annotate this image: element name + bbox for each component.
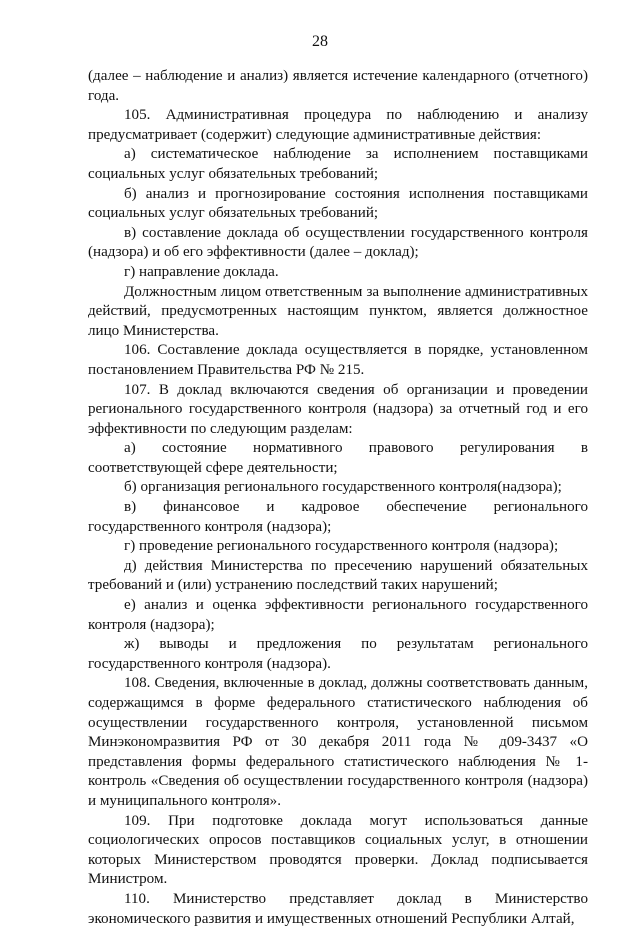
list-item-107-d: д) действия Министерства по пресечению нарушений обязательных требований и (или) устранению последствий таких нарушений;	[88, 557, 588, 594]
page-number: 28	[312, 33, 328, 50]
paragraph-responsible: Должностным лицом ответственным за выполнение административных действий, предусмотренных настоящим пунктом, является должностное лицо Министерства.	[88, 283, 588, 339]
paragraph-110: 110. Министерство представляет доклад в Министерство экономического развития и имущественных отношений Республики Алтай,	[88, 890, 588, 927]
list-item-107-zh: ж) выводы и предложения по результатам регионального государственного контроля (надзора).	[88, 636, 588, 672]
list-item-107-e: е) анализ и оценка эффективности регионального государственного контроля (надзора);	[88, 597, 588, 633]
list-item-107-b: б) организация регионального государственного контроля(надзора);	[124, 479, 562, 496]
paragraph-108: 108. Сведения, включенные в доклад, должны соответствовать данным, содержащимся в форме федерального статистического наблюдения об осуществлении государственного контроля, установленной письмом Минэкономразвития РФ от 30 декабря 2011 года № д09-3437 «О представления формы федерального статистического наблюдения № 1-контроль «Сведения об осуществлении государственного контроля (надзора) и муниципального контроля».	[88, 675, 588, 809]
paragraph-106: 106. Составление доклада осуществляется в порядке, установленном постановлением Правительства РФ № 215.	[88, 342, 588, 378]
paragraph-107: 107. В доклад включаются сведения об организации и проведении регионального государственного контроля (надзора) за отчетный год и его эффективности по следующим разделам:	[88, 381, 588, 437]
paragraph-continuation: (далее – наблюдение и анализ) является истечение календарного (отчетного) года.	[88, 68, 588, 104]
paragraph-105: 105. Административная процедура по наблюдению и анализу предусматривает (содержит) следующие административные действия:	[88, 107, 588, 143]
list-item-105-v: в) составление доклада об осуществлении государственного контроля (надзора) и об его эффективности (далее – доклад);	[88, 224, 588, 261]
document-body	[88, 67, 588, 929]
list-item-107-a: а) состояние нормативного правового регулирования в соответствующей сфере деятельности;	[88, 440, 588, 476]
list-item-105-b: б) анализ и прогнозирование состояния исполнения поставщиками социальных услуг обязательных требований;	[88, 185, 588, 222]
list-item-107-g: г) проведение регионального государственного контроля (надзора);	[124, 538, 559, 555]
list-item-105-a: а) систематическое наблюдение за исполнением поставщиками социальных услуг обязательных требований;	[88, 146, 588, 182]
list-item-105-g: г) направление доклада.	[124, 263, 279, 280]
paragraph-109: 109. При подготовке доклада могут использоваться данные социологических опросов поставщиков социальных услуг, в отношении которых Министерством проводятся проверки. Доклад подписывается Министром.	[88, 812, 588, 888]
list-item-107-v: в) финансовое и кадровое обеспечение регионального государственного контроля (надзора);	[88, 499, 588, 535]
